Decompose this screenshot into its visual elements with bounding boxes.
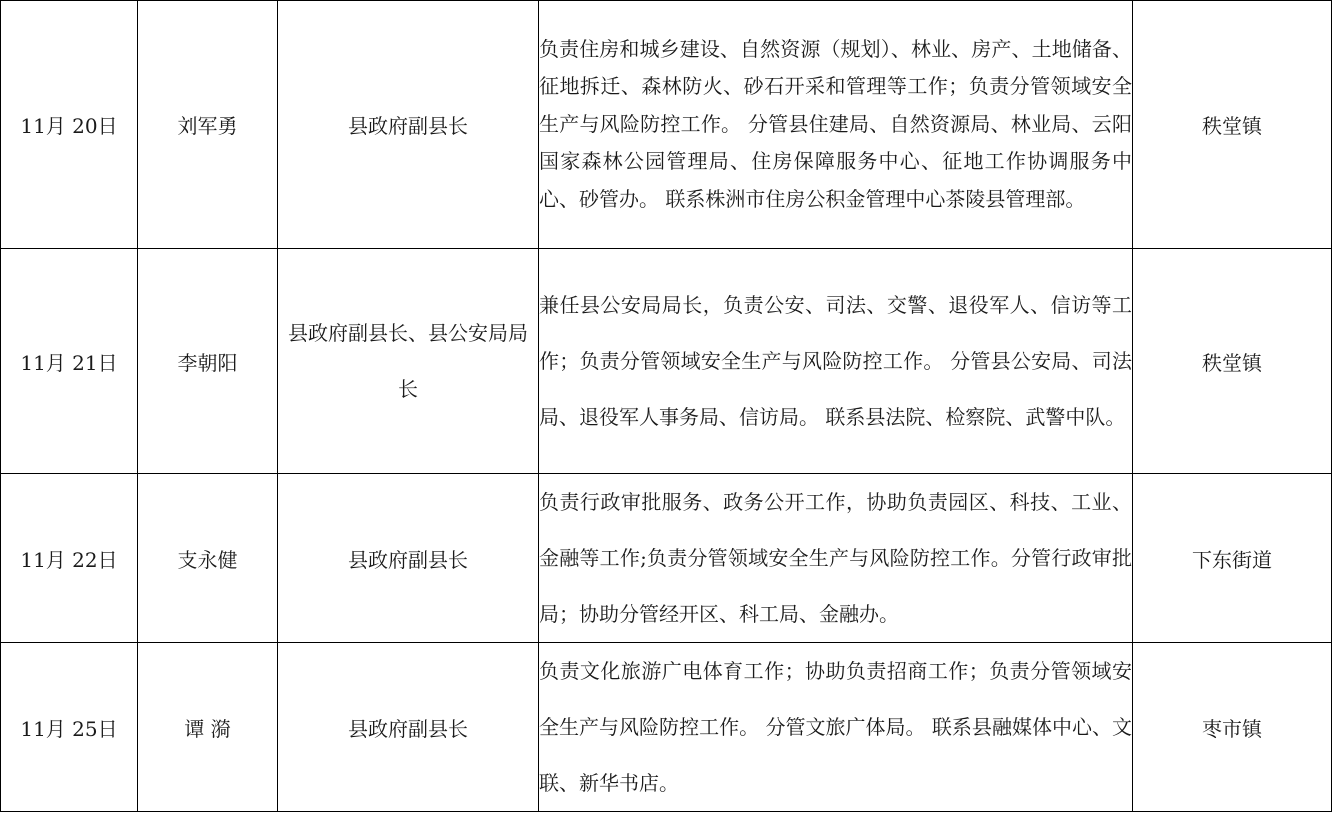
date-cell: 11月 20日 bbox=[1, 1, 138, 249]
date-cell: 11月 22日 bbox=[1, 474, 138, 643]
date-cell: 11月 21日 bbox=[1, 249, 138, 474]
table-row bbox=[1, 643, 1332, 812]
post-text: 县政府副县长、县公安局局长 bbox=[288, 321, 528, 401]
table-row bbox=[1, 249, 1332, 474]
duty-cell bbox=[539, 474, 1133, 643]
duty-cell bbox=[539, 643, 1133, 812]
duty-cell bbox=[539, 249, 1133, 474]
post-text: 县政府副县长 bbox=[348, 114, 468, 138]
post-cell bbox=[278, 1, 539, 249]
town-cell: 下东街道 bbox=[1133, 474, 1332, 643]
post-cell bbox=[278, 643, 539, 812]
name-cell: 李朝阳 bbox=[138, 249, 278, 474]
name-cell: 支永健 bbox=[138, 474, 278, 643]
table-row bbox=[1, 1, 1332, 249]
duty-text: 负责住房和城乡建设、自然资源（规划）、林业、房产、土地储备、征地拆迁、森林防火、砂石开采和管理等工作；负责分管领域安全生产与风险防控工作。 分管县住建局、自然资源局、林业局、云阳国家森林公园管理局、住房保障服务中心、征地工作协调服务中心、砂管办。 联系株洲市住房公积金管理中心茶陵县管理部。 bbox=[539, 36, 1132, 211]
duty-text: 兼任县公安局局长，负责公安、司法、交警、退役军人、信访等工作；负责分管领域安全生产与风险防控工作。 分管县公安局、司法局、退役军人事务局、信访局。 联系县法院、检察院、武警中队。 bbox=[539, 293, 1132, 429]
table-row bbox=[1, 474, 1332, 643]
duty-cell bbox=[539, 1, 1133, 249]
post-cell bbox=[278, 474, 539, 643]
name-cell: 刘军勇 bbox=[138, 1, 278, 249]
duty-text: 负责文化旅游广电体育工作；协助负责招商工作；负责分管领域安全生产与风险防控工作。 分管文旅广体局。 联系县融媒体中心、文联、新华书店。 bbox=[539, 659, 1132, 795]
town-cell: 秩堂镇 bbox=[1133, 1, 1332, 249]
name-cell: 谭 漪 bbox=[138, 643, 278, 812]
town-cell: 枣市镇 bbox=[1133, 643, 1332, 812]
date-cell: 11月 25日 bbox=[1, 643, 138, 812]
post-text: 县政府副县长 bbox=[348, 547, 468, 572]
post-text: 县政府副县长 bbox=[348, 716, 468, 741]
town-cell: 秩堂镇 bbox=[1133, 249, 1332, 474]
duty-text: 负责行政审批服务、政务公开工作，协助负责园区、科技、工业、金融等工作;负责分管领域安全生产与风险防控工作。分管行政审批局；协助分管经开区、科工局、金融办。 bbox=[539, 490, 1132, 626]
post-cell bbox=[278, 249, 539, 474]
